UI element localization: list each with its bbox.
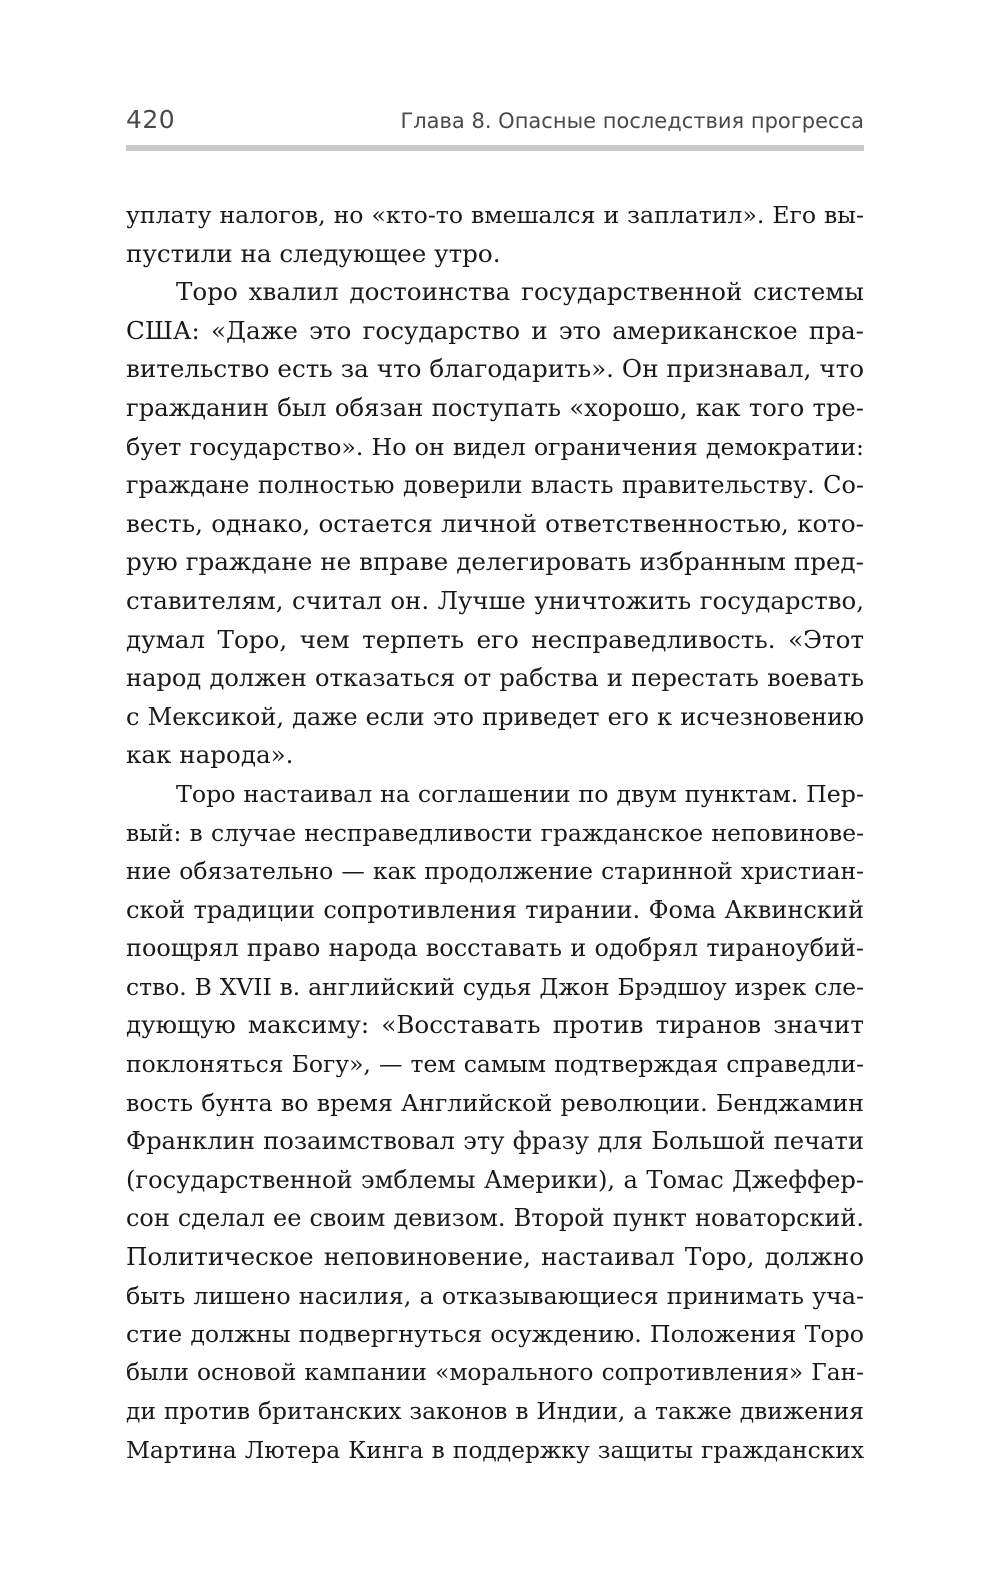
text-line: ской традиции сопротивления тирании. Фома Аквинский — [126, 895, 864, 924]
page-header — [126, 100, 864, 140]
text-line: поклоняться Богу», — тем самым подтверждая справедли- — [126, 1050, 864, 1079]
text-line: рую граждане не вправе делегировать избранным пред- — [126, 547, 864, 577]
text-line: ство. В XVII в. английский судья Джон Брэдшоу изрек сле- — [126, 972, 864, 1001]
page-number: 420 — [126, 105, 176, 134]
text-line: ставителям, считал он. Лучше уничтожить государство, — [126, 585, 864, 615]
text-line: быть лишено насилия, а отказывающиеся принимать уча- — [126, 1281, 864, 1310]
text-line: (государственной эмблемы Америки), а Томас Джеффер- — [126, 1165, 864, 1194]
text-line: вость бунта во время Английской революции. Бенджамин — [126, 1088, 864, 1117]
header-rule — [126, 145, 864, 151]
text-line: бует государство». Но он видел ограничения демократии: — [126, 432, 864, 461]
text-line: сон сделал ее своим девизом. Второй пункт новаторский. — [126, 1204, 864, 1233]
text-line: уплату налогов, но «кто-то вмешался и заплатил». Его вы- — [126, 201, 864, 229]
text-line: дующую максиму: «Восставать против тиранов значит — [126, 1010, 864, 1040]
running-title: Глава 8. Опасные последствия прогресса — [400, 109, 864, 133]
text-line: народ должен отказаться от рабства и перестать воевать — [126, 664, 864, 693]
text-line: стие должны подвергнуться осуждению. Положения Торо — [126, 1320, 864, 1349]
text-line: Торо хвалил достоинства государственной системы — [176, 277, 864, 307]
text-line: вый: в случае несправедливости гражданское неповинове- — [126, 818, 864, 847]
text-line: думал Торо, чем терпеть его несправедливость. «Этот — [126, 624, 864, 654]
text-line: были основой кампании «морального сопротивления» Ган- — [126, 1358, 864, 1386]
text-line: пустили на следующее утро. — [126, 238, 501, 268]
text-line: весть, однако, остается личной ответственностью, кото- — [126, 508, 864, 538]
text-line: граждане полностью доверили власть правительству. Со- — [126, 471, 864, 500]
text-line: вительство есть за что благодарить». Он признавал, что — [126, 354, 864, 384]
text-line: Франклин позаимствовал эту фразу для Большой печати — [126, 1127, 864, 1156]
text-line: с Мексикой, даже если это приведет его к исчезновению — [126, 702, 864, 731]
text-line: гражданин был обязан поступать «хорошо, как того тре- — [126, 392, 864, 422]
text-line: ди против британских законов в Индии, а также движения — [126, 1397, 864, 1426]
text-line: как народа». — [126, 740, 294, 770]
text-line: Мартина Лютера Кинга в поддержку защиты гражданских — [126, 1436, 864, 1464]
text-line: Политическое неповиновение, настаивал Торо, должно — [126, 1242, 864, 1272]
body-text — [126, 196, 864, 1470]
text-line: поощрял право народа восставать и одобрял тираноубий- — [126, 934, 864, 963]
text-line: Торо настаивал на соглашении по двум пунктам. Пер- — [176, 779, 864, 808]
text-line: США: «Даже это государство и это американское пра- — [126, 315, 864, 345]
text-line: ние обязательно — как продолжение старинной христиан- — [126, 857, 864, 886]
